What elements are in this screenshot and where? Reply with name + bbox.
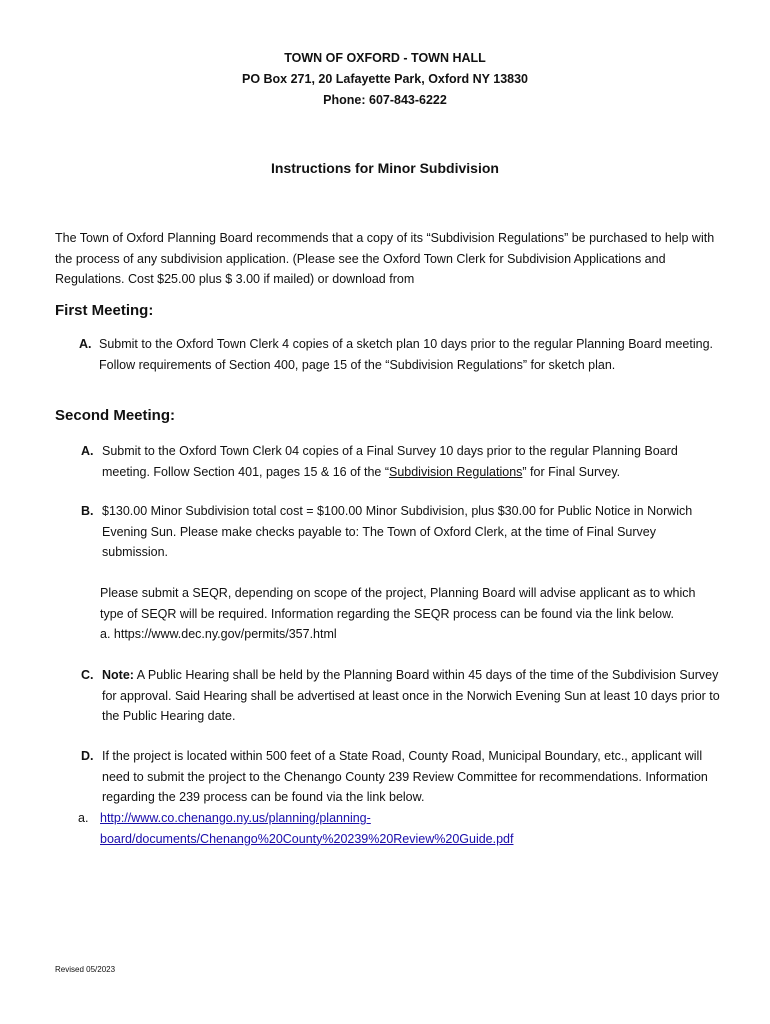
first-meeting-item-a	[55, 334, 720, 375]
second-meeting-item-c	[55, 665, 720, 727]
link-line-1[interactable]: http://www.co.chenango.ny.us/planning/planning-	[100, 811, 371, 825]
town-hall-address: PO Box 271, 20 Lafayette Park, Oxford NY 13830	[241, 72, 529, 86]
letterhead	[0, 48, 770, 111]
seqr-link[interactable]: a. https://www.dec.ny.gov/permits/357.html	[100, 627, 337, 641]
item-text: If the project is located within 500 feet of a State Road, County Road, Municipal Boundary, etc., applicant will need to submit the project to the Chenango County 239 Review Committee for recommendations. Information regarding the 239 process can be found via the link below.	[102, 749, 708, 804]
seqr-text: Please submit a SEQR, depending on scope of the project, Planning Board will advise applicant as to which type of SEQR will be required. Information regarding the SEQR process can be found via the link below.	[100, 586, 696, 621]
first-meeting-heading: First Meeting:	[55, 302, 154, 319]
chenango-review-link-item	[55, 808, 720, 849]
item-label: A.	[79, 337, 92, 351]
item-label: C.	[81, 668, 94, 682]
town-hall-phone: Phone: 607-843-6222	[323, 93, 447, 107]
subdivision-regulations-link[interactable]: Subdivision Regulations	[388, 464, 523, 479]
item-label: D.	[81, 749, 94, 763]
note-label: Note:	[102, 668, 134, 682]
second-meeting-item-d	[55, 746, 720, 808]
second-meeting-item-b	[55, 501, 720, 563]
item-text	[102, 441, 722, 482]
item-text-before: Submit to the Oxford Town Clerk 04 copies of a Final Survey 10 days prior to the regular Planning Board meeting. Follow Section 401, pages 15 & 16 of the “	[102, 444, 678, 479]
item-label: B.	[81, 504, 94, 518]
link-label: a.	[78, 811, 89, 825]
chenango-review-link[interactable]	[100, 808, 720, 849]
intro-paragraph: The Town of Oxford Planning Board recommends that a copy of its “Subdivision Regulations” be purchased to help with the process of any subdivision application. (Please see the Oxford Town Clerk for Subdivision Applications and Regulations. Cost $25.00 plus $ 3.00 if mailed) or download from	[55, 231, 715, 286]
item-text-after: ” for Final Survey.	[522, 464, 621, 479]
note-text: A Public Hearing shall be held by the Planning Board within 45 days of the time of the Subdivision Survey for approval. Said Hearing shall be advertised at least once in the Norwich Evening Sun at least 10 days prior to the Public Hearing date.	[102, 668, 720, 723]
second-meeting-heading: Second Meeting:	[55, 407, 176, 424]
item-text: $130.00 Minor Subdivision total cost = $100.00 Minor Subdivision, plus $30.00 for Public Notice in Norwich Evening Sun. Please make checks payable to: The Town of Oxford Clerk, at the time of Final Survey submission.	[102, 504, 693, 559]
item-label: A.	[81, 444, 94, 458]
link-line-2[interactable]: board/documents/Chenango%20County%20239%20Review%20Guide.pdf	[100, 831, 514, 846]
second-meeting-item-a	[55, 441, 720, 482]
revision-date: Revised 05/2023	[55, 965, 116, 974]
seqr-paragraph	[100, 583, 720, 645]
town-hall-name: TOWN OF OXFORD - TOWN HALL	[284, 51, 486, 65]
item-text: Submit to the Oxford Town Clerk 4 copies of a sketch plan 10 days prior to the regular Planning Board meeting. Follow requirements of Section 400, page 15 of the “Subdivision Regulations” for sketch plan.	[99, 337, 713, 372]
document-title: Instructions for Minor Subdivision	[271, 160, 499, 176]
item-text	[102, 665, 722, 727]
